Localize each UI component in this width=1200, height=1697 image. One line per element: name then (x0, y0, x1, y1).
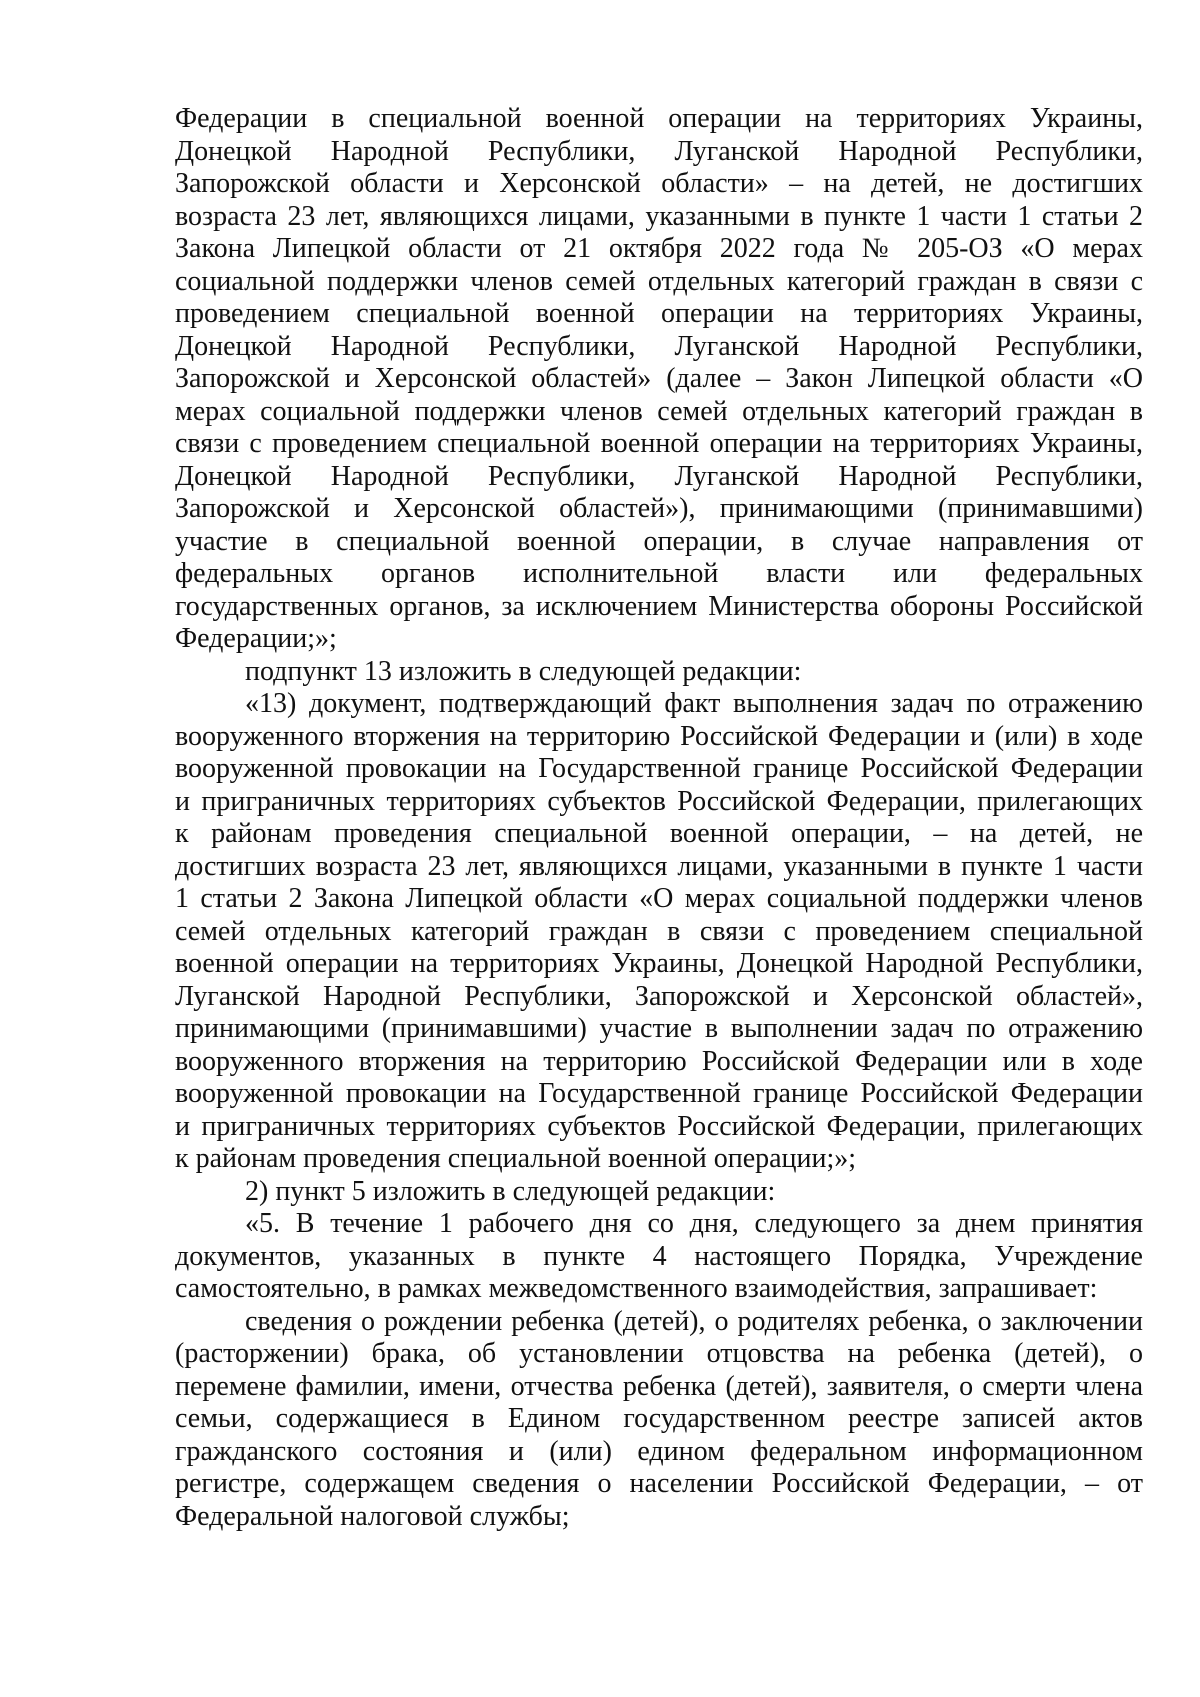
text-line: 1 статьи 2 Закона Липецкой области «О мерах социальной поддержки членов (175, 883, 1143, 914)
text-line: государственных органов, за исключением Министерства обороны Российской (175, 590, 1143, 622)
text-line: связи с проведением специальной военной операции на территориях Украины, (175, 428, 1143, 459)
text-line: Луганской Народной Республики, Запорожской и Херсонской областей», (175, 980, 1143, 1012)
text-line: гражданского состояния и (или) едином федеральном информационном (175, 1435, 1143, 1467)
text-line: подпункт 13 изложить в следующей редакции: (245, 655, 802, 687)
text-line: Донецкой Народной Республики, Луганской Народной Республики, (175, 460, 1143, 492)
text-line: перемене фамилии, имени, отчества ребенка (детей), заявителя, о смерти члена (175, 1370, 1143, 1402)
text-line: самостоятельно, в рамках межведомственного взаимодействия, запрашивает: (175, 1273, 1098, 1304)
text-line: достигших возраста 23 лет, являющихся лицами, указанными в пункте 1 части (175, 850, 1143, 882)
text-line: семей отдельных категорий граждан в связи с проведением специальной (175, 915, 1143, 947)
text-line: Запорожской и Херсонской областей» (далее – Закон Липецкой области «О (175, 363, 1143, 394)
text-line: участие в специальной военной операции, в случае направления от (175, 525, 1143, 557)
text-line: регистре, содержащем сведения о населении Российской Федерации, – от (175, 1468, 1143, 1499)
text-line: возраста 23 лет, являющихся лицами, указанными в пункте 1 части 1 статьи 2 (175, 200, 1143, 232)
text-line: 2) пункт 5 изложить в следующей редакции: (245, 1175, 776, 1207)
text-line: проведением специальной военной операции на территориях Украины, (175, 298, 1143, 329)
text-line: (расторжении) брака, об установлении отцовства на ребенка (детей), о (175, 1338, 1143, 1369)
text-line: и приграничных территориях субъектов Российской Федерации, прилегающих (175, 785, 1143, 817)
text-line: военной операции на территориях Украины, Донецкой Народной Республики, (175, 948, 1143, 979)
text-line: вооруженного вторжения на территорию Российской Федерации и (или) в ходе (175, 720, 1143, 752)
text-line: Донецкой Народной Республики, Луганской Народной Республики, (175, 330, 1143, 362)
text-line: вооруженной провокации на Государственной границе Российской Федерации (175, 1078, 1143, 1109)
text-line: социальной поддержки членов семей отдельных категорий граждан в связи с (175, 265, 1143, 297)
text-line: принимающими (принимавшими) участие в выполнении задач по отражению (175, 1013, 1143, 1044)
text-line: к районам проведения специальной военной операции, – на детей, не (175, 818, 1143, 849)
text-line: и приграничных территориях субъектов Российской Федерации, прилегающих (175, 1110, 1143, 1142)
text-line: вооруженного вторжения на территорию Российской Федерации или в ходе (175, 1045, 1143, 1077)
text-line: Запорожской области и Херсонской области» – на детей, не достигших (175, 168, 1143, 199)
text-line: Донецкой Народной Республики, Луганской Народной Республики, (175, 135, 1143, 167)
text-line: Федеральной налоговой службы; (175, 1500, 570, 1532)
text-line: документов, указанных в пункте 4 настоящего Порядка, Учреждение (175, 1240, 1143, 1272)
text-line: Закона Липецкой области от 21 октября 2022 года № 205-ОЗ «О мерах (175, 233, 1143, 264)
text-line: Запорожской и Херсонской областей»), принимающими (принимавшими) (175, 493, 1143, 524)
text-line: семьи, содержащиеся в Едином государственном реестре записей актов (175, 1403, 1143, 1434)
text-line: к районам проведения специальной военной операции;»; (175, 1143, 857, 1174)
text-line: мерах социальной поддержки членов семей отдельных категорий граждан в (175, 395, 1143, 427)
text-line: «5. В течение 1 рабочего дня со дня, следующего за днем принятия (245, 1208, 1143, 1239)
text-line: вооруженной провокации на Государственной границе Российской Федерации (175, 753, 1143, 784)
text-line: Федерации;»; (175, 623, 337, 654)
text-line: сведения о рождении ребенка (детей), о родителях ребенка, о заключении (245, 1305, 1143, 1337)
document-page (175, 103, 1143, 1533)
text-line: федеральных органов исполнительной власти или федеральных (175, 558, 1143, 589)
text-line: «13) документ, подтверждающий факт выполнения задач по отражению (245, 688, 1143, 719)
text-line: Федерации в специальной военной операции на территориях Украины, (175, 103, 1143, 134)
